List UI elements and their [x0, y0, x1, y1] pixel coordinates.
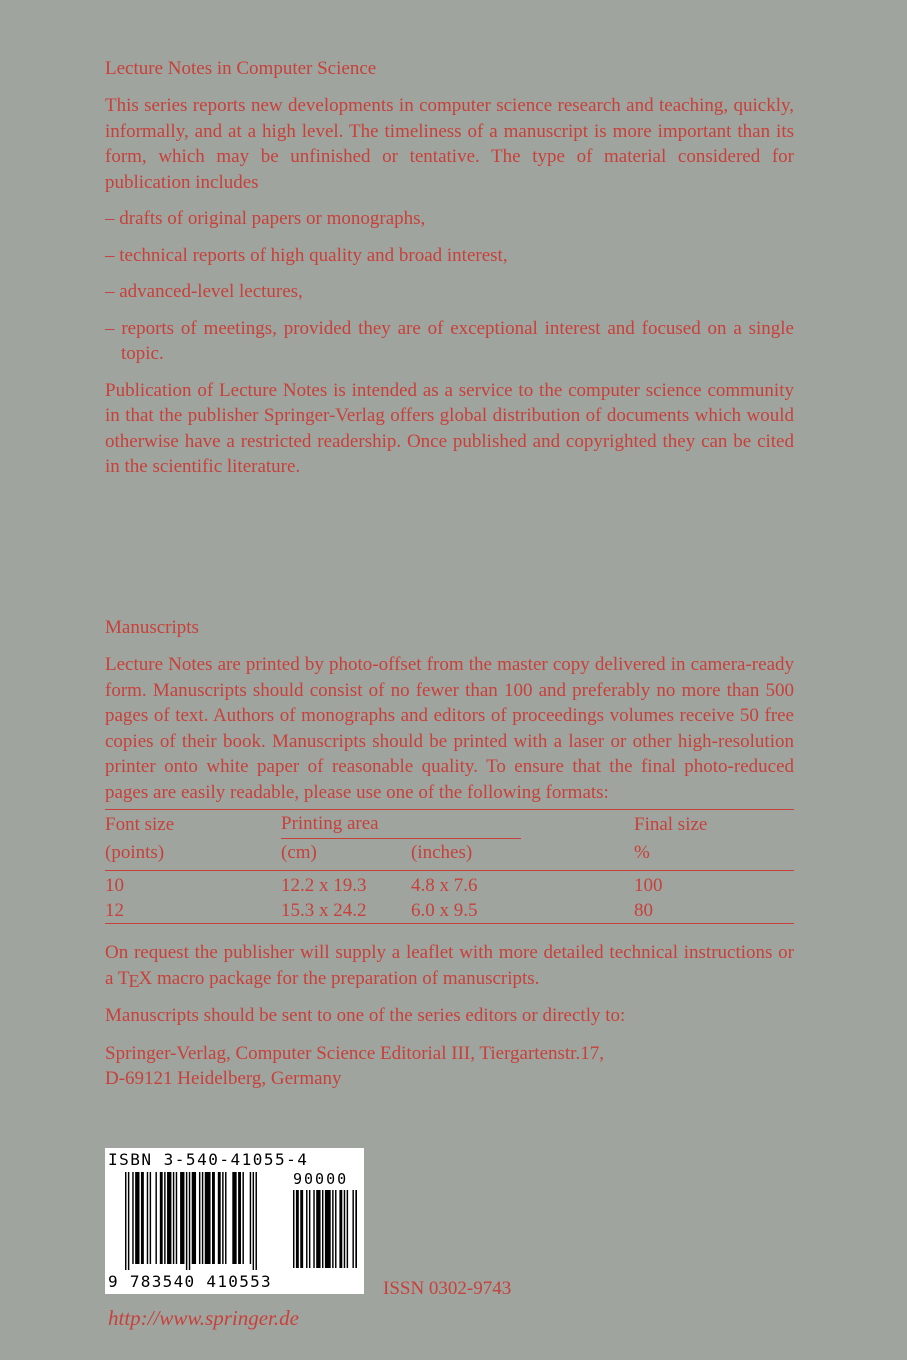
barcode-bar: [352, 1190, 353, 1268]
barcode-bar: [155, 1172, 156, 1264]
barcode-bar: [313, 1190, 314, 1268]
barcode-bar: [250, 1172, 251, 1264]
barcode-bar: [135, 1172, 139, 1264]
barcode-bar: [218, 1172, 221, 1264]
barcode-bar: [347, 1190, 348, 1268]
barcode-bar: [141, 1172, 144, 1264]
barcode-bar: [296, 1190, 299, 1268]
barcode-bar: [150, 1172, 151, 1264]
row-font: 12: [105, 900, 124, 921]
table-header-row: [105, 810, 794, 839]
table-bottom-rule: [105, 923, 794, 924]
row-cm: 12.2 x 19.3: [281, 875, 367, 896]
barcode-bar: [306, 1190, 307, 1268]
barcode-bar: [335, 1190, 336, 1268]
table-row: [105, 873, 794, 898]
barcode-bar: [225, 1172, 226, 1264]
barcode-bar: [173, 1172, 174, 1264]
barcode-bar: [192, 1172, 196, 1264]
material-item: – technical reports of high quality and broad interest,: [105, 244, 508, 266]
row-font: 10: [105, 875, 124, 896]
barcode-bars: [125, 1172, 290, 1270]
header-font-size: Font size: [105, 813, 175, 835]
row-inches: 4.8 x 7.6: [411, 875, 478, 896]
header-cm: (cm): [281, 842, 317, 863]
material-item: – advanced-level lectures,: [105, 281, 303, 302]
barcode-bar: [205, 1172, 211, 1264]
row-final: 80: [634, 900, 653, 921]
barcode-bar: [202, 1172, 203, 1264]
barcode-bar: [160, 1172, 163, 1264]
isbn-barcode: [105, 1148, 364, 1294]
isbn-label: ISBN 3-540-41055-4: [108, 1150, 309, 1169]
barcode-bar: [339, 1190, 342, 1268]
barcode-bar: [355, 1190, 357, 1268]
formats-table: [105, 810, 794, 923]
publication-paragraph: Publication of Lecture Notes is intended as a service to the computer science community in that the publisher Springer-Verlag offers global distribution of documents which would otherwise have a restricted readership. Once published and copyrighted they can be cited in the scientific literature.: [105, 379, 794, 477]
header-printing-area: Printing area: [281, 810, 521, 839]
manuscripts-title: Manuscripts: [105, 617, 199, 638]
row-final: 100: [634, 875, 663, 896]
barcode-addon-digits: 90000: [293, 1170, 349, 1188]
barcode-bar: [180, 1172, 184, 1264]
barcode-bar: [316, 1190, 320, 1268]
header-percent: %: [634, 842, 650, 863]
barcode-bar: [222, 1172, 223, 1264]
barcode-bar: [212, 1172, 215, 1264]
barcode-bar: [186, 1172, 187, 1270]
row-inches: 6.0 x 9.5: [411, 900, 478, 921]
header-inches: (inches): [411, 842, 473, 863]
table-subheader-row: [105, 839, 794, 867]
header-final-size: Final size: [634, 813, 708, 835]
barcode-bar: [125, 1172, 126, 1270]
manuscripts-body: Lecture Notes are printed by photo-offset from the master copy delivered in camera-ready form. Manuscripts should consist of no fewer than 100 and preferably no more than 500 pages of text. Authors of monographs and editors of proceedings volumes receive 50 free copies of their book. Manuscripts should be printed with a laser or other high-resolution printer onto white paper of reasonable quality. To ensure that the final photo-reduced pages are easily readable, please use one of the following formats:: [105, 654, 794, 803]
material-item: – drafts of original papers or monographs,: [105, 208, 426, 229]
table-mid-rule: [105, 870, 794, 871]
send-to-line: Manuscripts should be sent to one of the series editors or directly to:: [105, 1005, 626, 1026]
barcode-bar: [309, 1190, 310, 1268]
manuscripts-section: [105, 616, 794, 1092]
barcode-bar: [199, 1172, 200, 1264]
barcode-bar: [242, 1172, 243, 1264]
barcode-bar: [344, 1190, 345, 1268]
issn: ISSN 0302-9743: [383, 1278, 512, 1299]
ean-digits: 9 783540 410553: [108, 1272, 272, 1291]
barcode-bar: [232, 1172, 236, 1264]
series-section: [105, 57, 794, 491]
barcode-addon-bars: [293, 1190, 357, 1268]
barcode-bar: [176, 1172, 177, 1264]
address-line: Springer-Verlag, Computer Science Editorial III, Tiergartenstr.17,: [105, 1042, 604, 1064]
address-line: D-69121 Heidelberg, Germany: [105, 1068, 342, 1089]
barcode-bar: [164, 1172, 165, 1264]
barcode-bar: [293, 1190, 294, 1268]
series-title: Lecture Notes in Computer Science: [105, 58, 377, 79]
series-description: This series reports new developments in computer science research and teaching, quickly, informally, and at a high level. The timeliness of a manuscript is more important than its form, which may be unfinished or tentative. The type of material considered for publication includes: [105, 95, 794, 193]
barcode-bar: [132, 1172, 133, 1264]
barcode-bar: [253, 1172, 254, 1270]
barcode-bar: [147, 1172, 148, 1264]
table-row: [105, 898, 794, 923]
request-paragraph: On request the publisher will supply a leaflet with more detailed technical instructions or a TEX macro package for the preparation of manuscripts.: [105, 942, 794, 991]
barcode-bar: [332, 1190, 333, 1268]
barcode-bar: [238, 1172, 241, 1264]
publisher-url[interactable]: http://www.springer.de: [108, 1306, 299, 1330]
material-item: – reports of meetings, provided they are of exceptional interest and focused on a single topic.: [105, 317, 794, 364]
row-cm: 15.3 x 24.2: [281, 900, 367, 921]
barcode-bar: [256, 1172, 257, 1270]
barcode-bar: [167, 1172, 171, 1264]
barcode-bar: [322, 1190, 323, 1268]
barcode-bar: [325, 1190, 331, 1268]
header-points: (points): [105, 842, 165, 863]
barcode-bar: [189, 1172, 190, 1270]
barcode-bar: [300, 1190, 303, 1268]
barcode-bar: [128, 1172, 129, 1270]
tex-logo: TEX: [117, 967, 153, 991]
